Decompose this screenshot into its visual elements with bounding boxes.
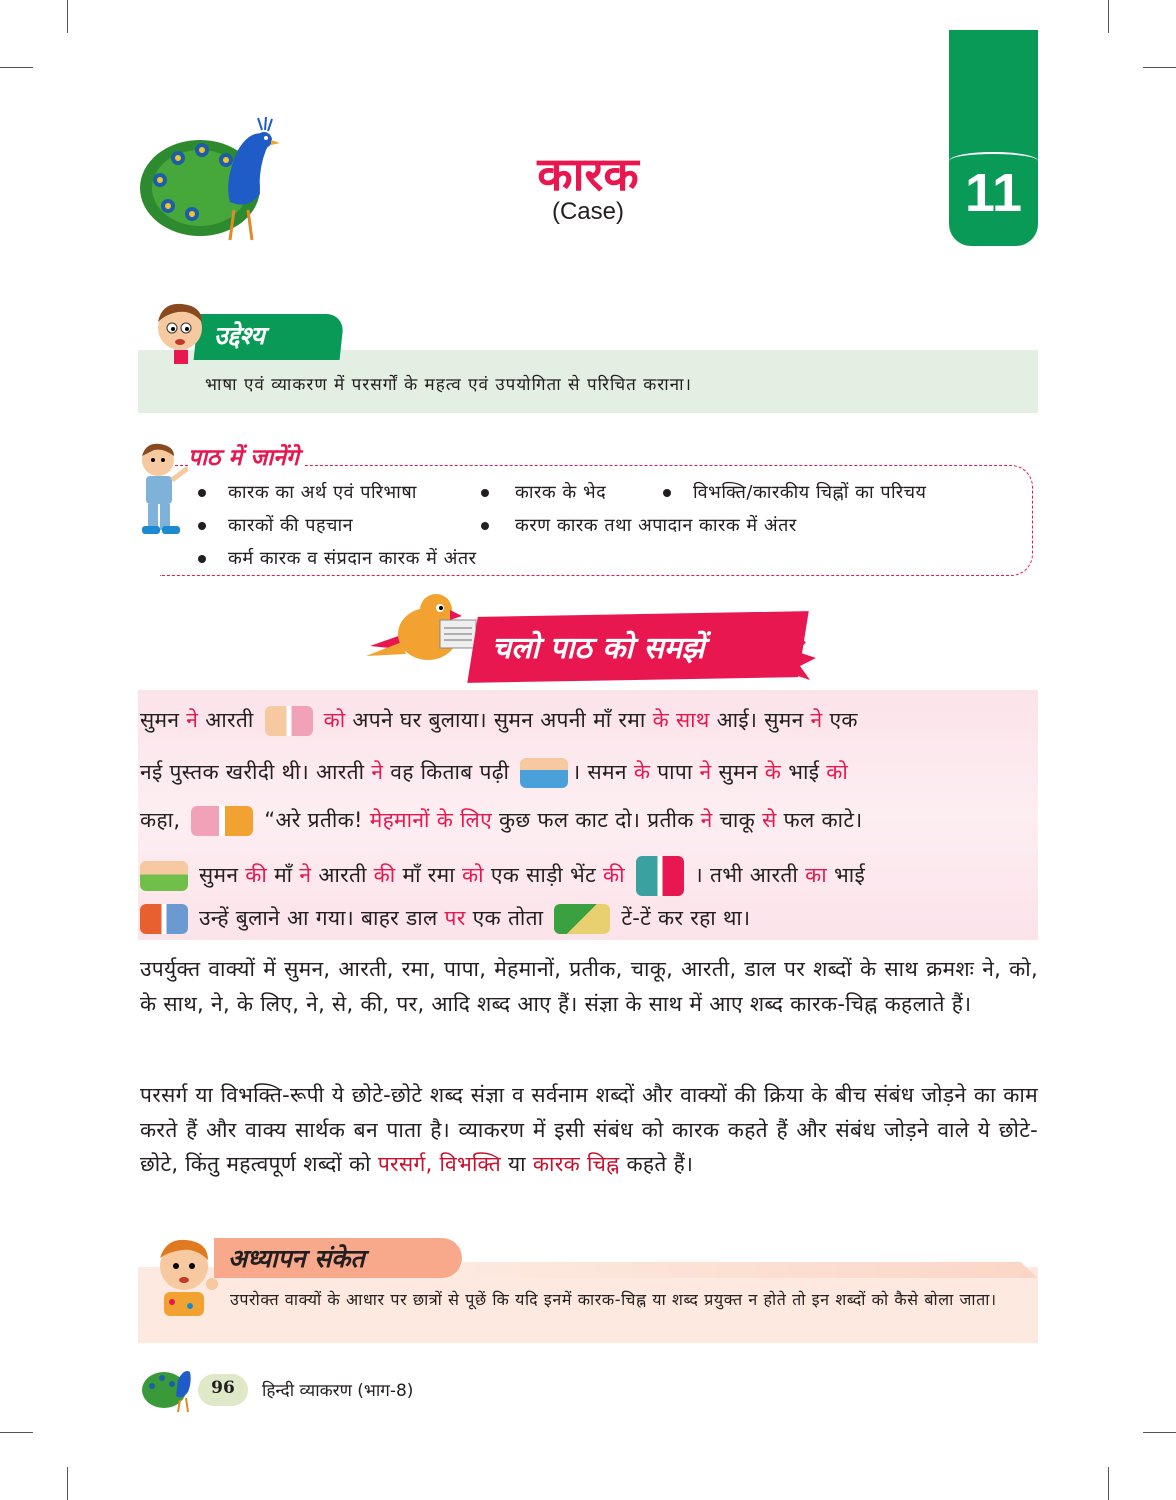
list-item: विभक्ति/कारकीय चिह्नों का परिचय xyxy=(663,480,926,504)
bullet-icon xyxy=(663,489,671,497)
bullet-icon xyxy=(481,489,489,497)
objective-label: उद्देश्य xyxy=(214,321,265,350)
hint-text: उपरोक्त वाक्यों के आधार पर छात्रों से पूछें कि यदि इनमें कारक-चिह्न या शब्द प्रयुक्त न होते तो इन शब्दों को कैसे बोला जाता। xyxy=(230,1290,997,1309)
story-line-5: उन्हें बुलाने आ गया। बाहर डाल पर एक तोता टें-टें कर रहा था। xyxy=(140,904,750,934)
bird-reading-illustration xyxy=(364,590,482,668)
women-gift-icon xyxy=(636,856,684,896)
bullet-icon xyxy=(198,555,206,563)
girls-icon xyxy=(265,706,313,736)
understand-label: चलो पाठ को समझें xyxy=(492,631,705,666)
story-line-2: नई पुस्तक खरीदी थी। आरती ने वह किताब पढ़ी । समन के पापा ने सुमन के भाई को xyxy=(140,758,848,788)
crop-mark xyxy=(1108,0,1109,33)
list-item: कारक का अर्थ एवं परिभाषा xyxy=(198,480,417,504)
list-item: कारक के भेद xyxy=(481,480,606,504)
crop-mark xyxy=(1108,1467,1109,1500)
learn-label: पाठ में जानेंगे xyxy=(188,440,303,472)
bullet-icon xyxy=(198,489,206,497)
objective-text: भाषा एवं व्याकरण में परसर्गों के महत्व एवं उपयोगिता से परिचित कराना। xyxy=(205,375,692,395)
bullet-icon xyxy=(481,522,489,530)
girl-reading-icon xyxy=(520,758,568,788)
hint-label: अध्यापन संकेत xyxy=(228,1244,365,1273)
page-number: 96 xyxy=(211,1378,235,1398)
boy-thinking-illustration xyxy=(150,1236,220,1316)
banner-splash-icon xyxy=(786,632,826,692)
hint-stripe xyxy=(462,1238,1038,1278)
list-item: करण कारक तथा अपादान कारक में अंतर xyxy=(481,513,797,537)
crop-mark xyxy=(67,0,68,33)
paragraph-2: परसर्ग या विभक्ति-रूपी ये छोटे-छोटे शब्द संज्ञा व सर्वनाम शब्दों और वाक्यों की क्रिया के बीच संबंध जोड़ने का काम करते हैं और वाक्य सार्थक बन पाता है। व्याकरण में इसी संबंध को कारक कहते हैं और संबंध जोड़ने वाले ये छोटे-छोटे, किंतु महत्वपूर्ण शब्दों को परसर्ग, विभक्ति या कारक चिह्न कहते हैं। xyxy=(140,1083,1038,1176)
chapter-number: 11 xyxy=(964,163,1023,223)
crop-mark xyxy=(0,67,33,68)
boy-cutting-fruit-icon xyxy=(140,861,188,891)
crop-mark xyxy=(1143,1432,1176,1433)
story-line-1: सुमन ने आरती को अपने घर बुलाया। सुमन अपनी माँ रमा के साथ आई। सुमन ने एक xyxy=(140,706,858,736)
book-title: हिन्दी व्याकरण (भाग-8) xyxy=(262,1381,414,1401)
crop-mark xyxy=(67,1467,68,1500)
list-item: कारकों की पहचान xyxy=(198,513,353,537)
list-item: कर्म कारक व संप्रदान कारक में अंतर xyxy=(198,546,477,570)
crop-mark xyxy=(1143,67,1176,68)
bullet-icon xyxy=(198,522,206,530)
paragraph-1: उपर्युक्त वाक्यों में सुमन, आरती, रमा, पापा, मेहमानों, प्रतीक, चाकू, आरती, डाल पर शब्दों के साथ क्रमशः ने, को, के साथ, ने, के लिए, ने, से, की, पर, आदि शब्द आए हैं। संज्ञा के साथ में आए शब्द कारक-चिह्न कहलाते हैं। xyxy=(140,957,1038,1016)
boy-face-illustration xyxy=(152,298,208,364)
chapter-subtitle: (Case) xyxy=(551,198,624,225)
peacock-footer-icon xyxy=(140,1362,200,1414)
story-line-3: कहा, “अरे प्रतीक! मेहमानों के लिए कुछ फल काट दो। प्रतीक ने चाकू से फल काटे। xyxy=(140,806,863,836)
chapter-title: कारक xyxy=(537,147,639,201)
boy-pointing-illustration xyxy=(132,438,192,538)
story-line-4: सुमन की माँ ने आरती की माँ रमा को एक साड़ी भेंट की । तभी आरती का भाई xyxy=(140,856,865,896)
crop-mark xyxy=(0,1432,33,1433)
boys-icon xyxy=(140,904,188,934)
mother-son-icon xyxy=(191,806,253,836)
parrot-icon xyxy=(554,904,610,934)
